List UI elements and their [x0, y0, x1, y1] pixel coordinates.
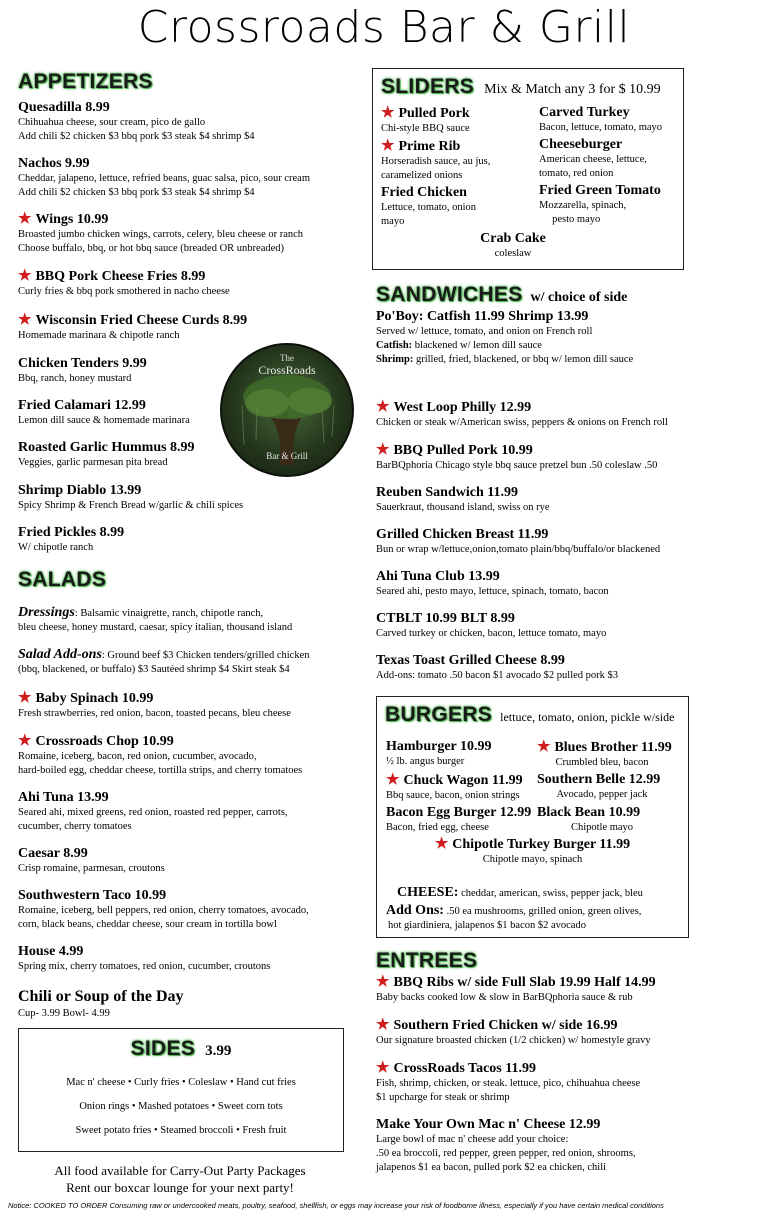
burger-desc: Crumbled bleu, bacon	[555, 757, 649, 768]
appetizer-item-desc: Cheddar, jalapeno, lettuce, refried beans, guac salsa, pico, sour cream	[18, 173, 310, 184]
appetizer-item-name	[18, 100, 358, 116]
appetizer-item	[18, 100, 358, 144]
appetizer-item-name	[18, 268, 358, 285]
entree-item-title: BBQ Ribs w/ side Full Slab 19.99 Half 14.99	[393, 975, 656, 990]
entree-item-name	[376, 1060, 756, 1077]
salad-item-desc: Romaine, iceberg, bacon, red onion, cucumber, avocado,	[18, 751, 257, 762]
logo-name-text: CrossRoads	[258, 363, 316, 377]
appetizer-item-title: Wisconsin Fried Cheese Curds 8.99	[35, 313, 248, 328]
sandwich-item-title: West Loop Philly 12.99	[393, 400, 532, 415]
crab-cake-name: Crab Cake	[480, 231, 546, 246]
appetizer-item-title: Fried Pickles 8.99	[18, 525, 125, 540]
entree-item	[376, 1017, 756, 1048]
burger-name	[386, 772, 537, 789]
catfish-text: blackened w/ lemon dill sauce	[412, 340, 542, 351]
star-icon: ★	[376, 442, 390, 458]
slider-title: Pulled Pork	[398, 106, 470, 121]
burger-title: Hamburger 10.99	[386, 739, 492, 754]
salad-item-title: Ahi Tuna 13.99	[18, 790, 109, 805]
appetizer-item-title: Nachos 9.99	[18, 156, 90, 171]
salad-item-name	[18, 790, 358, 806]
appetizer-item	[18, 312, 358, 343]
salad-item	[18, 733, 358, 778]
appetizer-item-desc: Lemon dill sauce & homemade marinara	[18, 415, 190, 426]
burger-title: Blues Brother 11.99	[554, 740, 672, 755]
burgers-heading: BURGERS	[385, 703, 493, 726]
appetizer-item-desc: Veggies, garlic parmesan pita bread	[18, 457, 168, 468]
sliders-heading: SLIDERS	[381, 75, 475, 98]
burger-title: Southern Belle 12.99	[537, 772, 661, 787]
salad-item-name	[18, 690, 358, 707]
sandwiches-subtitle: w/ choice of side	[530, 290, 628, 305]
burger-left	[386, 772, 537, 803]
salads-heading: SALADS	[18, 568, 107, 591]
sides-price: 3.99	[205, 1043, 232, 1059]
burger-addons-label: Add Ons:	[386, 903, 444, 918]
sandwich-item-name	[376, 485, 736, 501]
entree-item-title: Southern Fried Chicken w/ side 16.99	[393, 1018, 618, 1033]
sandwich-item	[376, 611, 736, 641]
burger-row	[386, 772, 686, 803]
salad-item-desc: Fresh strawberries, red onion, bacon, toasted pecans, bleu cheese	[18, 708, 291, 719]
entree-item-title: CrossRoads Tacos 11.99	[393, 1061, 536, 1076]
burger-right	[537, 805, 686, 835]
salad-item	[18, 846, 358, 876]
burger-desc: Bacon, fried egg, cheese	[386, 822, 489, 833]
burgers-subtitle: lettuce, tomato, onion, pickle w/side	[500, 710, 675, 724]
sides-row-2: Onion rings • Mashed potatoes • Sweet corn tots	[79, 1101, 283, 1112]
star-icon: ★	[376, 399, 390, 415]
appetizer-item-desc: Chihuahua cheese, sour cream, pico de gallo	[18, 117, 206, 128]
appetizer-item-desc: W/ chipotle ranch	[18, 542, 94, 553]
sliders-box	[372, 68, 684, 270]
slider-crab-cake	[373, 231, 653, 261]
salad-item-desc: Romaine, iceberg, bell peppers, red onion, cherry tomatoes, avocado,	[18, 905, 309, 916]
sandwich-item-title: Texas Toast Grilled Cheese 8.99	[376, 653, 565, 668]
appetizer-item-desc: Broasted jumbo chicken wings, carrots, celery, bleu cheese or ranch	[18, 229, 304, 240]
sandwich-item-desc: Chicken or steak w/American swiss, peppers & onions on French roll	[376, 417, 668, 428]
burger-addons-text-2: hot giardiniera, jalapenos $1 bacon $2 avocado	[388, 920, 586, 931]
salad-item-title: Caesar 8.99	[18, 846, 88, 861]
burger-title: Black Bean 10.99	[537, 805, 641, 820]
appetizer-item-title: BBQ Pork Cheese Fries 8.99	[35, 269, 206, 284]
salad-item-title: House 4.99	[18, 944, 84, 959]
burger-cheese	[397, 883, 643, 901]
sandwich-item	[376, 485, 736, 515]
salad-item-name	[18, 733, 358, 750]
slider-item	[539, 137, 679, 181]
burger-name	[386, 805, 537, 821]
appetizer-item	[18, 211, 358, 256]
catfish-label: Catfish:	[376, 340, 413, 351]
star-icon: ★	[376, 1017, 390, 1033]
slider-name	[539, 105, 679, 121]
appetizer-item-name	[18, 312, 358, 329]
appetizer-item-desc: Homemade marinara & chipotle ranch	[18, 330, 180, 341]
sandwich-item	[376, 442, 736, 473]
star-icon: ★	[376, 1060, 390, 1076]
star-icon: ★	[386, 772, 400, 788]
burger-addons-text: .50 ea mushrooms, grilled onion, green olives,	[443, 906, 642, 917]
burger-name	[537, 739, 686, 756]
sandwich-item-desc: Bun or wrap w/lettuce,onion,tomato plain/bbq/buffalo/or blackened	[376, 544, 661, 555]
salad-item-desc: cucumber, cherry tomatoes	[18, 821, 132, 832]
chipotle-turkey-burger	[377, 836, 688, 867]
sandwich-item-desc: Add-ons: tomato .50 bacon $1 avocado $2 pulled pork $3	[376, 670, 619, 681]
appetizer-item-title: Shrimp Diablo 13.99	[18, 483, 142, 498]
salad-item	[18, 790, 358, 834]
sliders-right-list	[539, 105, 679, 227]
slider-desc: tomato, red onion	[539, 168, 614, 179]
star-icon: ★	[434, 836, 449, 852]
burger-desc: Avocado, pepper jack	[556, 789, 648, 800]
entree-item-desc: jalapenos $1 ea bacon, pulled pork $2 ea chicken, chili	[376, 1162, 607, 1173]
appetizers-heading: APPETIZERS	[18, 70, 153, 93]
slider-desc: Bacon, lettuce, tomato, mayo	[539, 122, 663, 133]
poboy-name: Po'Boy: Catfish 11.99 Shrimp 13.99	[376, 309, 589, 324]
star-icon: ★	[376, 974, 390, 990]
burgers-list	[386, 739, 686, 835]
shrimp-label: Shrimp:	[376, 354, 414, 365]
entree-item-title: Make Your Own Mac n' Cheese 12.99	[376, 1117, 601, 1132]
salad-item-title: Baby Spinach 10.99	[35, 691, 154, 706]
salad-item-name	[18, 846, 358, 862]
slider-item	[539, 183, 679, 227]
slider-desc: Horseradish sauce, au jus,	[381, 156, 491, 167]
crossroads-logo	[220, 343, 354, 477]
sandwiches-heading: SANDWICHES	[376, 283, 523, 306]
entree-item	[376, 1117, 756, 1175]
salad-item-name	[18, 944, 358, 960]
slider-desc: pesto mayo	[539, 214, 601, 225]
slider-item	[381, 185, 531, 229]
slider-desc: mayo	[381, 216, 405, 227]
chipotle-name: Chipotle Turkey Burger 11.99	[452, 837, 631, 852]
salad-item-desc: hard-boiled egg, cheddar cheese, tortilla strips, and cherry tomatoes	[18, 765, 303, 776]
entree-item-desc: .50 ea broccoli, red pepper, green pepper, red onion, shrooms,	[376, 1148, 636, 1159]
salad-item	[18, 690, 358, 721]
soup-desc: Cup- 3.99 Bowl- 4.99	[18, 1008, 110, 1019]
appetizer-item-title: Fried Calamari 12.99	[18, 398, 146, 413]
appetizer-item	[18, 525, 358, 555]
poboy-desc: Served w/ lettuce, tomato, and onion on French roll	[376, 326, 593, 337]
star-icon: ★	[537, 739, 551, 755]
slider-name	[381, 138, 531, 155]
salad-addons-label: Salad Add-ons	[18, 647, 102, 662]
sides-row-3: Sweet potato fries • Steamed broccoli • Fresh fruit	[75, 1125, 287, 1136]
burger-desc: Bbq sauce, bacon, onion strings	[386, 790, 520, 801]
appetizer-item-name	[18, 211, 358, 228]
sandwich-item	[376, 653, 736, 683]
sides-row-1: Mac n' cheese • Curly fries • Coleslaw • Hand cut fries	[66, 1077, 296, 1088]
entree-item	[376, 974, 756, 1005]
sandwich-item-desc: Seared ahi, pesto mayo, lettuce, spinach, tomato, bacon	[376, 586, 609, 597]
soup-item	[18, 987, 184, 1021]
salad-item	[18, 944, 358, 974]
sandwich-item-name	[376, 442, 736, 459]
slider-desc: Chi-style BBQ sauce	[381, 123, 470, 134]
appetizer-item-desc: Add chili $2 chicken $3 bbq pork $3 steak $4 shrimp $4	[18, 131, 255, 142]
footer-carryout: All food available for Carry-Out Party Packages	[54, 1163, 306, 1178]
sandwich-item-title: Ahi Tuna Club 13.99	[376, 569, 500, 584]
footer-notice: Notice: COOKED TO ORDER Consuming raw or undercooked meats, poultry, seafood, shellfish, or eggs may increase your risk of foodborne illness, especially if you have certain medical conditions	[8, 1201, 664, 1210]
slider-name	[381, 105, 531, 122]
appetizer-item-title: Chicken Tenders 9.99	[18, 356, 147, 371]
slider-title: Carved Turkey	[539, 105, 630, 120]
star-icon: ★	[18, 211, 32, 227]
salad-item-desc: corn, black beans, cheddar cheese, sour cream in tortilla bowl	[18, 919, 277, 930]
page-title: Crossroads Bar & Grill	[137, 2, 631, 53]
slider-title: Fried Chicken	[381, 185, 467, 200]
entree-item-desc: Our signature broasted chicken (1/2 chicken) w/ homestyle gravy	[376, 1035, 651, 1046]
sandwich-item-title: Grilled Chicken Breast 11.99	[376, 527, 549, 542]
salad-item-name	[18, 888, 358, 904]
burger-left	[386, 739, 537, 770]
entree-item	[376, 1060, 756, 1105]
sandwich-item-name	[376, 399, 736, 416]
entree-item-desc: Baby backs cooked low & slow in BarBQphoria sauce & rub	[376, 992, 633, 1003]
burger-name	[537, 772, 686, 788]
salads-list	[18, 690, 358, 974]
slider-name	[539, 137, 679, 153]
star-icon: ★	[381, 138, 395, 154]
slider-name	[539, 183, 679, 199]
sandwiches-list	[376, 399, 736, 683]
star-icon: ★	[18, 733, 32, 749]
star-icon: ★	[18, 690, 32, 706]
burger-row	[386, 805, 686, 835]
cheese-text: cheddar, american, swiss, pepper jack, bleu	[458, 888, 643, 899]
burger-desc: Chipotle mayo	[570, 822, 634, 833]
burger-desc: ½ lb. angus burger	[386, 756, 465, 767]
slider-item	[539, 105, 679, 135]
sandwich-item	[376, 527, 736, 557]
appetizer-item-desc: Add chili $2 chicken $3 bbq pork $3 steak $4 shrimp $4	[18, 187, 255, 198]
slider-name	[381, 185, 531, 201]
appetizer-item-name	[18, 483, 358, 499]
sandwich-item	[376, 569, 736, 599]
slider-desc: Lettuce, tomato, onion	[381, 202, 477, 213]
cheese-label: CHEESE:	[397, 885, 459, 900]
entrees-heading: ENTREES	[376, 949, 478, 972]
slider-desc: Mozzarella, spinach,	[539, 200, 627, 211]
dressings-label: Dressings	[18, 605, 75, 620]
burger-row	[386, 739, 686, 770]
appetizer-item	[18, 156, 358, 200]
star-icon: ★	[18, 268, 32, 284]
sandwiches-header	[376, 283, 627, 307]
appetizer-item-desc: Bbq, ranch, honey mustard	[18, 373, 132, 384]
footer-party: Rent our boxcar lounge for your next party!	[66, 1180, 294, 1195]
appetizer-item-title: Roasted Garlic Hummus 8.99	[18, 440, 195, 455]
appetizer-item-desc: Spicy Shrimp & French Bread w/garlic & chili spices	[18, 500, 244, 511]
slider-title: Fried Green Tomato	[539, 183, 661, 198]
appetizers-list	[18, 100, 358, 555]
burger-left	[386, 805, 537, 835]
burger-right	[537, 772, 686, 803]
appetizer-item	[18, 483, 358, 513]
dressings-text: : Balsamic vinaigrette, ranch, chipotle ranch,	[74, 608, 264, 619]
sandwich-item-desc: Carved turkey or chicken, bacon, lettuce tomato, mayo	[376, 628, 607, 639]
poboy-item	[376, 309, 633, 367]
burger-name	[537, 805, 686, 821]
crab-cake-desc: coleslaw	[494, 248, 532, 259]
salad-item-title: Crossroads Chop 10.99	[35, 734, 174, 749]
salad-addons	[18, 648, 358, 677]
slider-item	[381, 138, 531, 183]
appetizer-item-title: Quesadilla 8.99	[18, 100, 110, 115]
entrees-list	[376, 974, 756, 1175]
appetizer-item-desc: Curly fries & bbq pork smothered in nacho cheese	[18, 286, 230, 297]
sandwich-item-name	[376, 569, 736, 585]
sandwich-item-desc: BarBQphoria Chicago style bbq sauce pretzel bun .50 coleslaw .50	[376, 460, 658, 471]
burger-right	[537, 739, 686, 770]
entree-item-desc: Large bowl of mac n' cheese add your choice:	[376, 1134, 569, 1145]
sandwich-item	[376, 399, 736, 430]
sliders-subtitle: Mix & Match any 3 for $ 10.99	[484, 82, 661, 97]
soup-name: Chili or Soup of the Day	[18, 988, 184, 1005]
burger-name	[386, 739, 537, 755]
salad-item-desc: Seared ahi, mixed greens, red onion, roasted red pepper, carrots,	[18, 807, 288, 818]
star-icon: ★	[381, 105, 395, 121]
salad-item-title: Southwestern Taco 10.99	[18, 888, 167, 903]
entree-item-name	[376, 974, 756, 991]
entree-item-desc: Fish, shrimp, chicken, or steak. lettuce, pico, chihuahua cheese	[376, 1078, 641, 1089]
sides-heading: SIDES	[130, 1037, 196, 1060]
burger-addons	[386, 901, 641, 933]
appetizer-item	[18, 268, 358, 299]
salad-dressings	[18, 606, 358, 635]
slider-desc: American cheese, lettuce,	[539, 154, 647, 165]
sandwich-item-desc: Sauerkraut, thousand island, swiss on rye	[376, 502, 550, 513]
sliders-left-list	[381, 105, 531, 229]
slider-item	[381, 105, 531, 136]
dressings-text-2: bleu cheese, honey mustard, caesar, spicy italian, thousand island	[18, 622, 293, 633]
slider-desc: caramelized onions	[381, 170, 463, 181]
salad-item	[18, 888, 358, 932]
logo-top-text: The	[280, 353, 294, 363]
sandwich-item-name	[376, 653, 736, 669]
burger-title: Bacon Egg Burger 12.99	[386, 805, 532, 820]
burgers-box	[376, 696, 689, 938]
sandwich-item-name	[376, 611, 736, 627]
sandwich-item-title: Reuben Sandwich 11.99	[376, 485, 518, 500]
salad-addons-text-2: (bbq, blackened, or buffalo) $3 Sautéed shrimp $4 Skirt steak $4	[18, 664, 290, 675]
appetizer-item-title: Wings 10.99	[35, 212, 109, 227]
entree-item-name	[376, 1117, 756, 1133]
entree-item-desc: $1 upcharge for steak or shrimp	[376, 1092, 510, 1103]
salad-addons-text: : Ground beef $3 Chicken tenders/grilled chicken	[101, 650, 310, 661]
star-icon: ★	[18, 312, 32, 328]
shrimp-text: grilled, fried, blackened, or bbq w/ lemon dill sauce	[413, 354, 634, 365]
appetizer-item-name	[18, 525, 358, 541]
logo-bottom-text: Bar & Grill	[266, 451, 308, 461]
appetizer-item-desc: Choose buffalo, bbq, or hot bbq sauce (breaded OR unbreaded)	[18, 243, 285, 254]
entree-item-name	[376, 1017, 756, 1034]
burger-title: Chuck Wagon 11.99	[403, 773, 523, 788]
sides-box	[18, 1028, 344, 1152]
appetizer-item-name	[18, 156, 358, 172]
chipotle-desc: Chipotle mayo, spinach	[482, 854, 583, 865]
slider-title: Cheeseburger	[539, 137, 623, 152]
salad-item-desc: Spring mix, cherry tomatoes, red onion, cucumber, croutons	[18, 961, 271, 972]
sandwich-item-title: BBQ Pulled Pork 10.99	[393, 443, 533, 458]
salad-item-desc: Crisp romaine, parmesan, croutons	[18, 863, 165, 874]
sandwich-item-name	[376, 527, 736, 543]
sandwich-item-title: CTBLT 10.99 BLT 8.99	[376, 611, 515, 626]
slider-title: Prime Rib	[398, 139, 461, 154]
